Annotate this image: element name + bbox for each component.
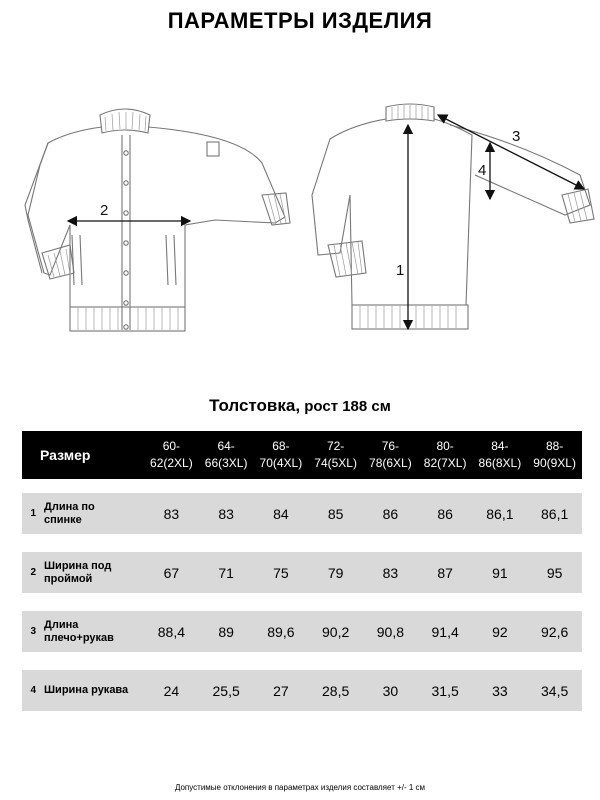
size-column-header: 64- 66(3XL) [204, 439, 248, 470]
row-label: Ширина под проймой [44, 559, 112, 585]
page-title: ПАРАМЕТРЫ ИЗДЕЛИЯ [167, 8, 433, 33]
table-cell: 24 [163, 682, 180, 699]
row-label: Длина по спинке [44, 500, 95, 526]
front-jacket-drawing [25, 109, 290, 331]
table-cell: 83 [382, 564, 399, 581]
table-cell: 92,6 [541, 623, 569, 640]
table-cell: 25,5 [212, 682, 240, 699]
size-table-header [22, 431, 582, 479]
table-cell: 95 [546, 564, 563, 581]
table-cell: 87 [437, 564, 453, 581]
row-label: Длина плечо+рукав [44, 618, 114, 644]
product-subtitle [0, 396, 600, 416]
table-cell: 31,5 [431, 682, 459, 699]
size-column-header: 88- 90(9XL) [533, 439, 576, 470]
size-column-header: 84- 86(8XL) [478, 439, 522, 470]
row-number: 4 [30, 685, 36, 696]
table-row [22, 552, 582, 593]
table-cell: 34,5 [541, 682, 569, 699]
table-cell: 27 [273, 682, 289, 699]
row-label: Ширина рукава [44, 684, 129, 696]
table-cell: 71 [218, 564, 234, 581]
table-cell: 83 [163, 505, 180, 522]
back-jacket-drawing [312, 104, 594, 329]
table-cell: 89,6 [267, 623, 295, 640]
table-cell: 91,4 [431, 623, 459, 640]
size-table [22, 431, 582, 711]
size-column-header: 72- 74(5XL) [314, 439, 357, 470]
table-cell: 79 [327, 564, 344, 581]
table-cell: 90,8 [376, 623, 404, 640]
table-cell: 92 [492, 623, 508, 640]
row-number: 2 [30, 567, 36, 578]
table-row [22, 611, 582, 652]
size-column-header: 60- 62(2XL) [150, 439, 193, 470]
table-cell: 85 [327, 505, 344, 522]
table-cell: 86 [382, 505, 399, 522]
table-cell: 86,1 [541, 505, 569, 522]
size-column-header: 80- 82(7XL) [423, 439, 467, 470]
table-cell: 90,2 [322, 623, 350, 640]
product-name: Толстовка, [209, 396, 301, 415]
table-cell: 75 [273, 564, 289, 581]
row-number: 1 [30, 508, 36, 519]
size-column-header: 76- 78(6XL) [369, 439, 412, 470]
table-row [22, 670, 582, 711]
size-header-label: Размер [40, 447, 91, 463]
table-cell: 86,1 [486, 505, 514, 522]
size-column-header: 68- 70(4XL) [259, 439, 303, 470]
table-cell: 84 [273, 505, 289, 522]
table-cell: 86 [437, 505, 453, 522]
table-cell: 67 [163, 564, 180, 581]
table-cell: 30 [382, 682, 399, 699]
dimension-label-1: 1 [396, 262, 405, 279]
product-height: рост 188 см [300, 398, 391, 415]
table-cell: 91 [492, 564, 508, 581]
table-cell: 88,4 [157, 623, 185, 640]
dimension-label-2: 2 [100, 202, 109, 219]
table-cell: 33 [492, 682, 508, 699]
tolerance-footnote: Допустимые отклонения в параметрах изделия составляет +/- 1 см [174, 783, 426, 792]
dimension-label-3: 3 [512, 128, 521, 145]
table-row [22, 493, 582, 534]
dimension-label-4: 4 [478, 162, 487, 179]
garment-illustration [0, 95, 600, 345]
table-cell: 83 [218, 505, 234, 522]
table-cell: 89 [218, 623, 234, 640]
table-cell: 28,5 [322, 682, 350, 699]
row-number: 3 [30, 626, 36, 637]
